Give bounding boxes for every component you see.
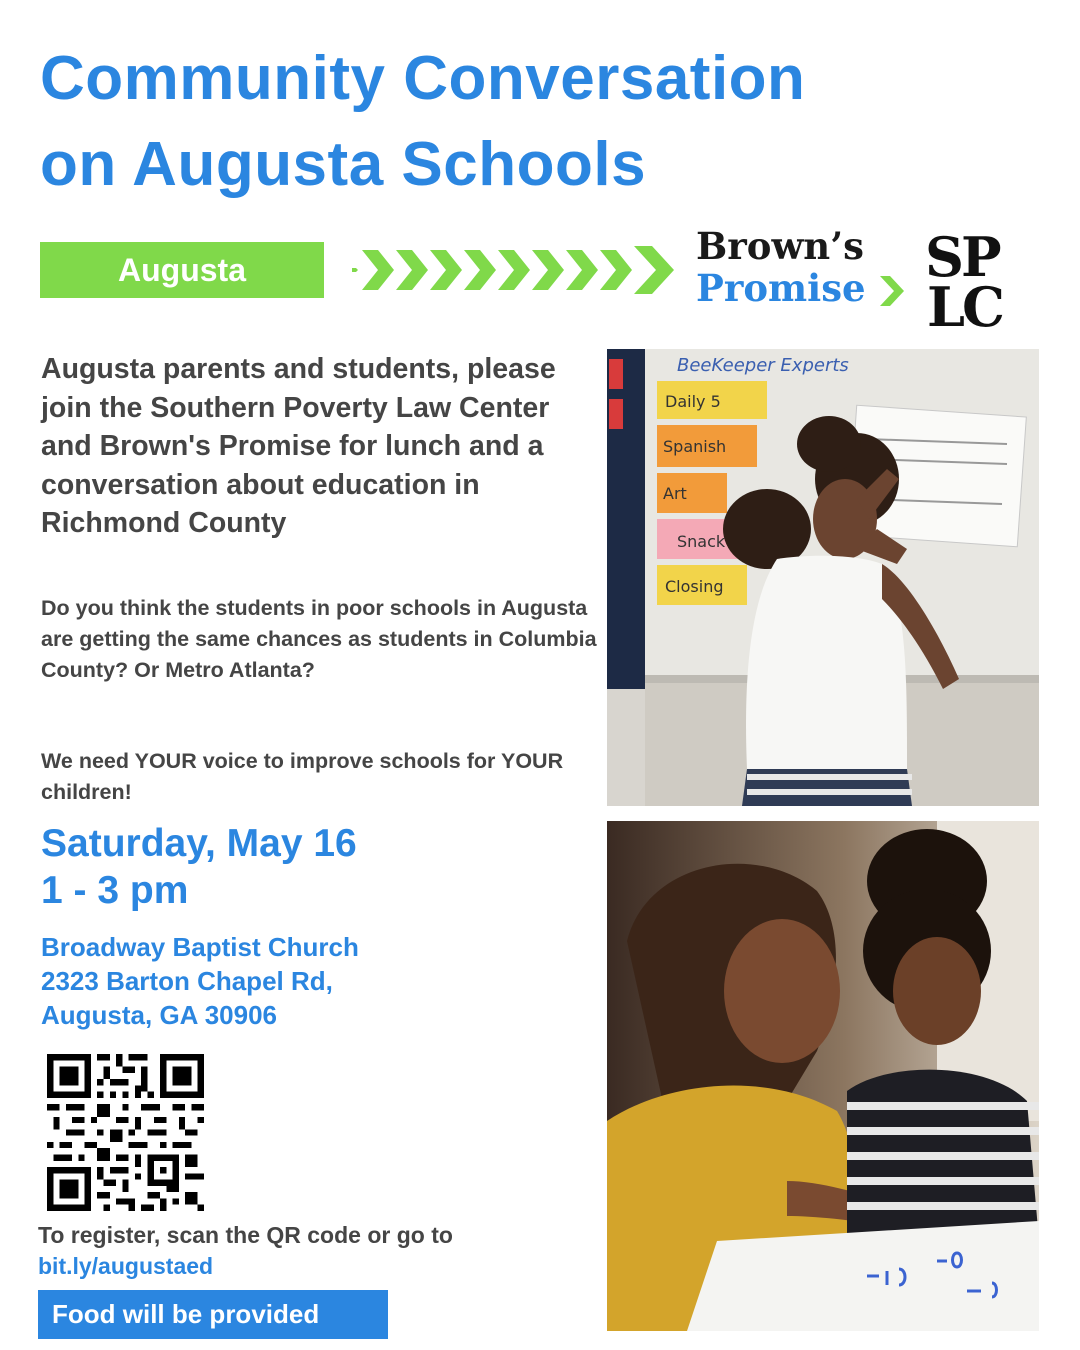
venue-street: 2323 Barton Chapel Rd, (41, 966, 333, 996)
splc-logo (925, 225, 1025, 339)
qr-code-icon[interactable] (47, 1054, 204, 1211)
call-to-action: We need YOUR voice to improve schools for YOUR children! (41, 749, 564, 804)
photo-mother-and-daughter (607, 821, 1039, 1331)
title-line-2: on Augusta Schools (40, 130, 647, 199)
event-datetime (41, 820, 357, 914)
title-line-1: Community Conversation (40, 44, 806, 113)
registration-text: To register, scan the QR code or go to (38, 1222, 453, 1248)
event-date: Saturday, May 16 (41, 822, 357, 865)
question-paragraph: Do you think the students in poor schools in Augusta are getting the same chances as students in Columbia County? Or Metro Atlanta? (41, 596, 597, 682)
splc-line-1: SP (925, 225, 999, 289)
schedule-label-1: Daily 5 (665, 392, 721, 411)
arrow-icon (880, 276, 904, 306)
schedule-label-2: Spanish (663, 437, 727, 456)
browns-promise-logo (694, 224, 914, 314)
venue-name: Broadway Baptist Church (41, 932, 359, 962)
browns-promise-line-2: Promise (696, 266, 866, 310)
food-provided-banner: Food will be provided (38, 1290, 388, 1339)
splc-line-2: LC (927, 275, 1002, 339)
registration-link[interactable]: bit.ly/augustaed (38, 1253, 214, 1279)
venue-city: Augusta, GA 30906 (41, 1000, 278, 1030)
browns-promise-line-1: Brown’s (696, 224, 864, 268)
schedule-label-3: Art (663, 484, 687, 503)
schedule-label-4: Snack (677, 532, 726, 551)
chevron-arrows-icon (352, 238, 682, 302)
registration-info (38, 1220, 453, 1282)
event-time: 1 - 3 pm (41, 869, 189, 912)
board-heading: BeeKeeper Experts (677, 355, 849, 376)
intro-paragraph: Augusta parents and students, please join the Southern Poverty Law Center and Brown's Promise for lunch and a conversation about education in Richmond County (41, 353, 556, 539)
location-tag: Augusta (40, 242, 324, 298)
schedule-label-5: Closing (665, 577, 724, 596)
venue-address (41, 930, 359, 1032)
page-title (40, 36, 1050, 208)
photo-child-at-whiteboard (607, 349, 1039, 806)
